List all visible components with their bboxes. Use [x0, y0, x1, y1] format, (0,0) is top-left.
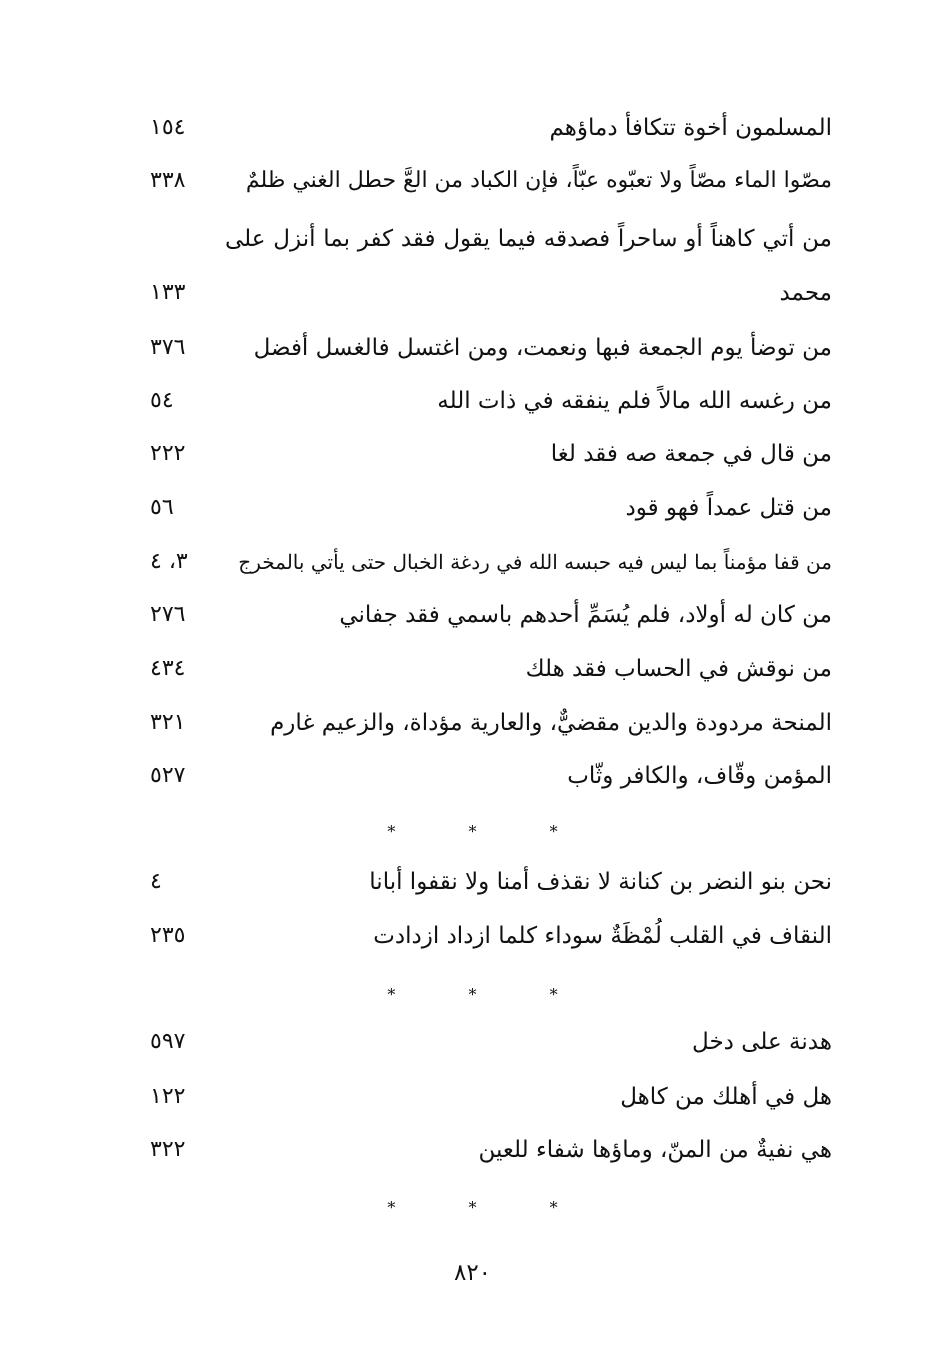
- entry-page-ref: ١٥٤: [150, 115, 186, 140]
- index-entry: [140, 1022, 832, 1062]
- index-entry: [140, 595, 832, 635]
- index-entry: [140, 916, 832, 956]
- entry-page-ref: ٣٢١: [150, 710, 186, 735]
- index-entry: [140, 1077, 832, 1117]
- entry-page-ref: ١٣٣: [150, 280, 186, 305]
- section-separator: * * *: [387, 1198, 592, 1217]
- index-entry: [140, 488, 832, 528]
- index-entry: [140, 108, 832, 148]
- entry-page-ref: ٥٢٧: [150, 763, 186, 788]
- index-entry: [140, 1130, 832, 1170]
- index-entry: [140, 328, 832, 368]
- entry-page-ref: ١٢٢: [150, 1084, 186, 1109]
- entry-text: نحن بنو النضر بن كنانة لا نقذف أمنا ولا نقفوا أبانا: [369, 869, 832, 895]
- entry-text: المسلمون أخوة تتكافأ دماؤهم: [549, 115, 832, 141]
- index-entry: [140, 381, 832, 421]
- entry-page-ref: ٥٦: [150, 495, 174, 520]
- entry-text: هي نفيةٌ من المنّ، وماؤها شفاء للعين: [478, 1137, 832, 1163]
- entry-page-ref: ٤٣٤: [150, 656, 186, 681]
- index-entry: [140, 542, 832, 582]
- entry-text: من كان له أولاد، فلم يُسَمِّ أحدهم باسمي فقد جفاني: [339, 602, 832, 628]
- index-entry: [140, 862, 832, 902]
- entry-page-ref: ٥٩٧: [150, 1029, 186, 1054]
- entry-text: المؤمن وقّاف، والكافر وثّاب: [567, 763, 832, 789]
- entry-text: من قال في جمعة صه فقد لغا: [550, 441, 832, 467]
- entry-text: من نوقش في الحساب فقد هلك: [525, 656, 832, 682]
- page-number: ٨٢٠: [453, 1260, 492, 1286]
- entry-text: من قفا مؤمناً بما ليس فيه حبسه الله في ردغة الخبال حتى يأتي بالمخرج: [238, 550, 832, 574]
- section-separator: * * *: [387, 822, 592, 841]
- section-separator: * * *: [387, 985, 592, 1004]
- entry-page-ref: ٢٢٢: [150, 441, 186, 466]
- index-entry: [140, 434, 832, 474]
- index-entry: [140, 161, 832, 201]
- entry-page-ref: ٤: [150, 869, 162, 894]
- index-entry: [140, 756, 832, 796]
- entry-text: محمد: [779, 280, 832, 306]
- entry-page-ref: ٣٧٦: [150, 335, 186, 360]
- entry-page-ref: ٣٣٨: [150, 168, 186, 193]
- entry-text: من أتي كاهناً أو ساحراً فصدقه فيما يقول فقد كفر بما أنزل على: [225, 226, 832, 252]
- index-entry: [140, 273, 832, 313]
- entry-text: المنحة مردودة والدين مقضيٌّ، والعارية مؤداة، والزعيم غارم: [270, 710, 832, 736]
- entry-text: من قتل عمداً فهو قود: [625, 495, 832, 521]
- entry-page-ref: ٣، ٤: [150, 549, 188, 574]
- index-entry: [140, 649, 832, 689]
- entry-text: هل في أهلك من كاهل: [620, 1084, 832, 1110]
- entry-text: هدنة على دخل: [692, 1029, 832, 1055]
- index-entry: [140, 703, 832, 743]
- entry-page-ref: ٣٢٢: [150, 1137, 186, 1162]
- index-entry: [225, 219, 832, 259]
- entry-text: من رغسه الله مالاً فلم ينفقه في ذات الله: [437, 388, 832, 414]
- entry-page-ref: ٥٤: [150, 388, 174, 413]
- entry-text: مصّوا الماء مصّاً ولا تعبّوه عبّاً، فإن الكباد من العَّ حطل الغني ظلمٌ: [245, 168, 832, 193]
- entry-text: من توضأ يوم الجمعة فبها ونعمت، ومن اغتسل فالغسل أفضل: [253, 335, 832, 361]
- entry-text: النقاف في القلب لُمْظَةٌ سوداء كلما ازداد ازدادت: [373, 923, 832, 949]
- entry-page-ref: ٢٣٥: [150, 923, 186, 948]
- entry-page-ref: ٢٧٦: [150, 602, 186, 627]
